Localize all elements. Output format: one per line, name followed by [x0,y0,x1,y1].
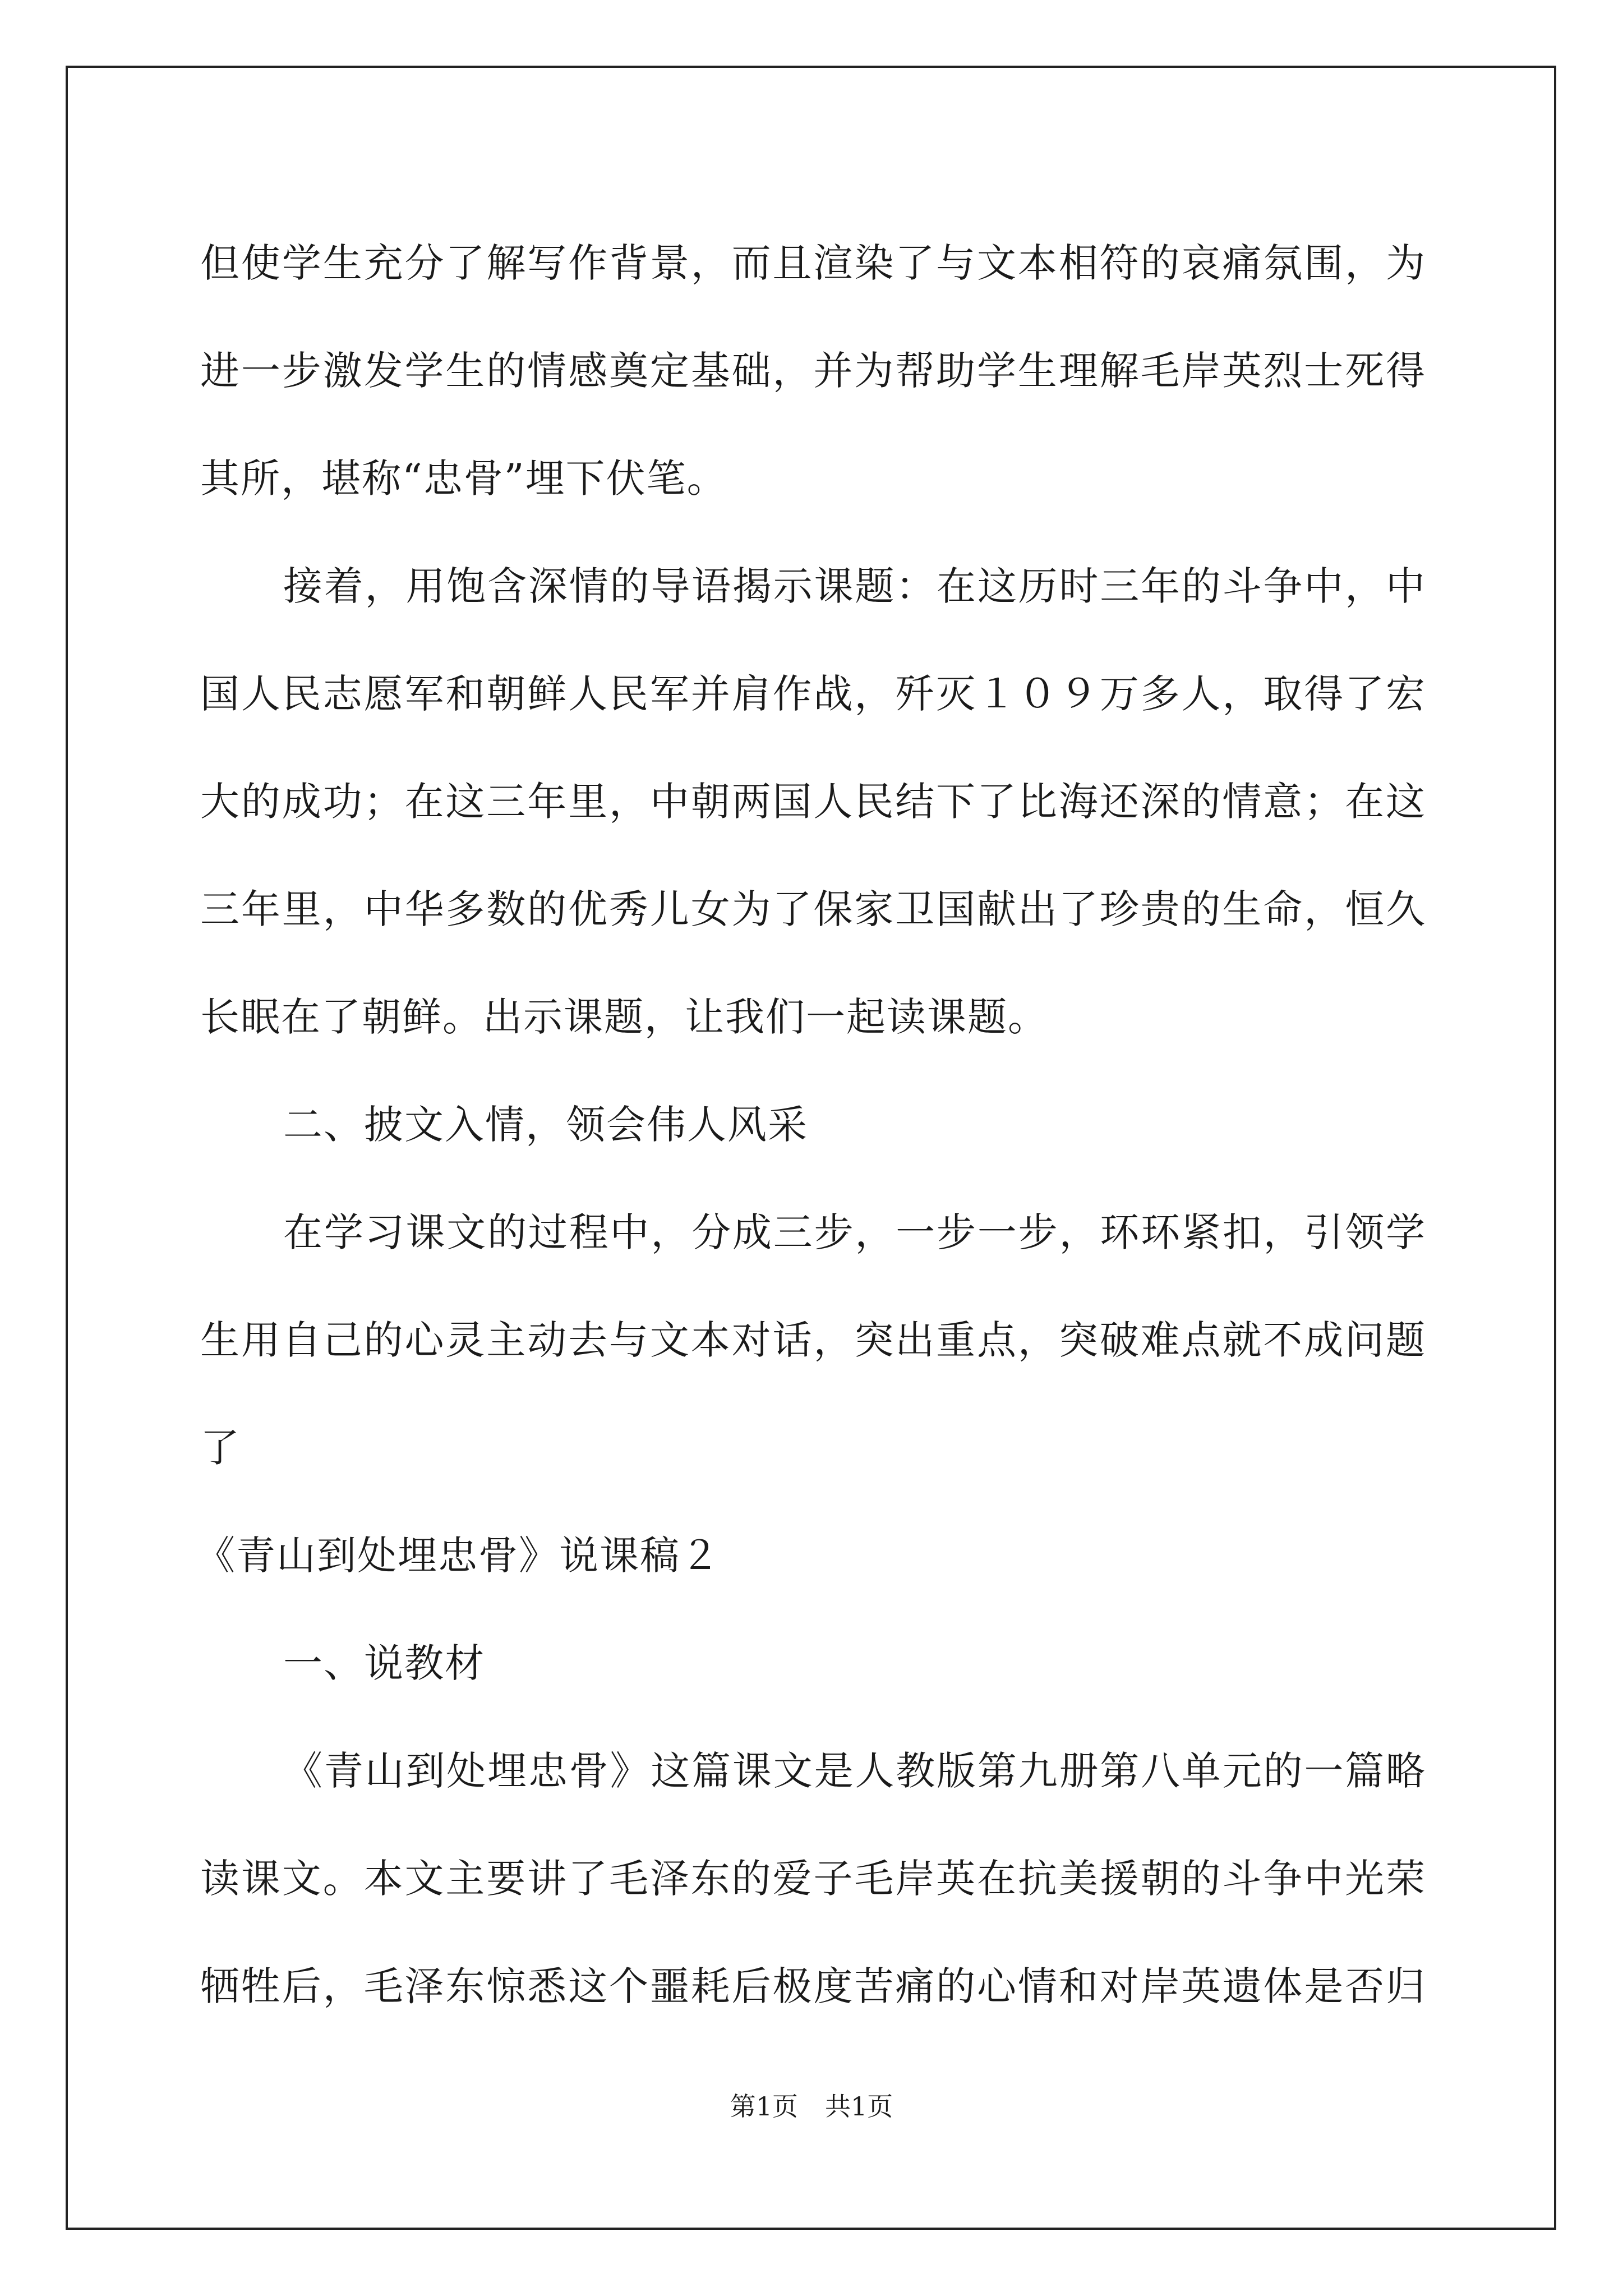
paragraph-line: 国人民志愿军和朝鲜人民军并肩作战，歼灭１０９万多人，取得了宏 [200,671,1426,717]
paragraph-line: 读课文。本文主要讲了毛泽东的爱子毛岸英在抗美援朝的斗争中光荣 [200,1856,1426,1902]
paragraph-line: 其所，堪称“忠骨”埋下伏笔。 [200,455,727,501]
paragraph-line: 生用自己的心灵主动去与文本对话，突出重点，突破难点就不成问题 [200,1317,1426,1363]
paragraph-line: 在学习课文的过程中，分成三步，一步一步，环环紧扣，引领学 [283,1209,1426,1255]
section-heading: 二、披文入情，领会伟人风采 [283,1102,808,1148]
page-footer [0,2090,1623,2123]
document-title: 《青山到处埋忠骨》说课稿２ [196,1533,721,1579]
paragraph-line: 牺牲后，毛泽东惊悉这个噩耗后极度苦痛的心情和对岸英遗体是否归 [200,1963,1426,2009]
page-number-total: 共1页 [825,2091,893,2122]
document-body [196,209,1426,2040]
paragraph-line: 了 [200,1425,241,1471]
paragraph-line: 三年里，中华多数的优秀儿女为了保家卫国献出了珍贵的生命，恒久 [200,886,1426,932]
paragraph-line: 大的成功；在这三年里，中朝两国人民结下了比海还深的情意；在这 [200,779,1426,825]
paragraph-line: 《青山到处埋忠骨》这篇课文是人教版第九册第八单元的一篇略 [283,1748,1426,1794]
paragraph-line: 进一步激发学生的情感奠定基础，并为帮助学生理解毛岸英烈士死得 [200,348,1426,394]
paragraph-line: 长眠在了朝鲜。出示课题，让我们一起读课题。 [200,994,1048,1040]
paragraph-line: 但使学生充分了解写作背景，而且渲染了与文本相符的哀痛氛围，为 [200,240,1426,286]
page-number-current: 第1页 [730,2091,798,2122]
section-heading: 一、说教材 [283,1640,485,1686]
paragraph-line: 接着，用饱含深情的导语揭示课题：在这历时三年的斗争中，中 [283,563,1426,609]
